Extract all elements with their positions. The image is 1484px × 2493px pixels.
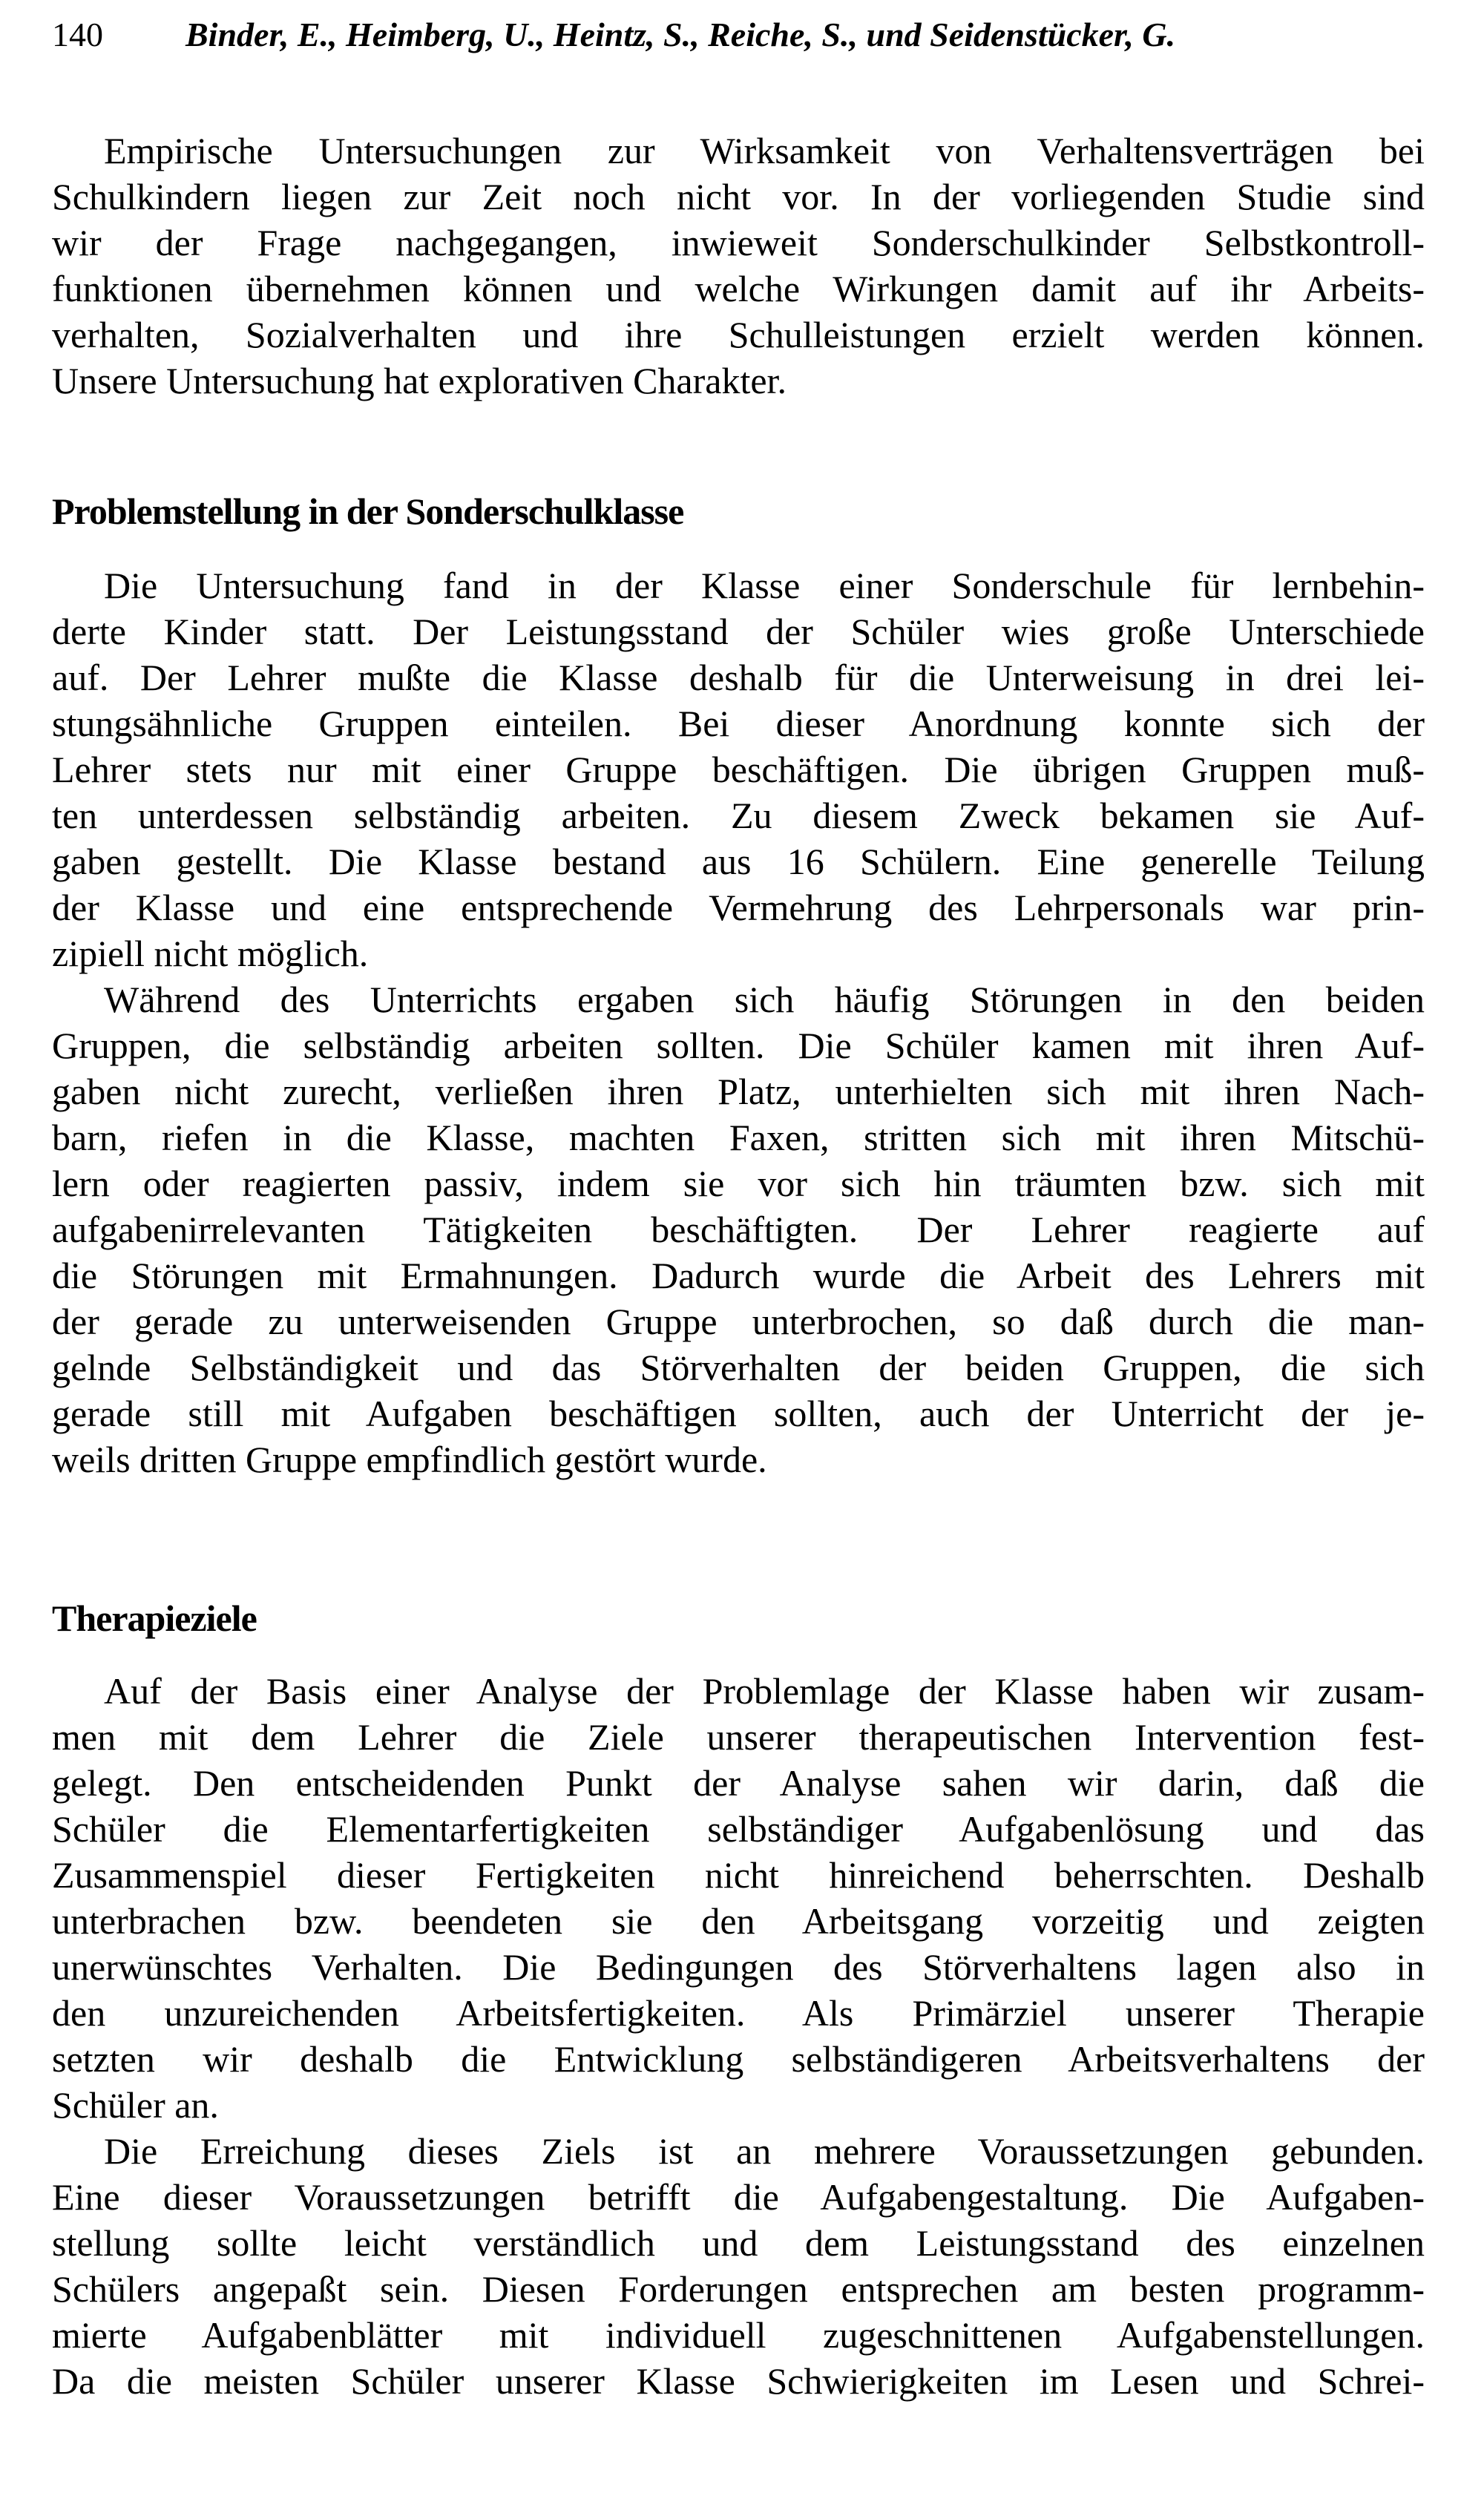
text-line: gerade still mit Aufgaben beschäftigen sollten, auch der Unterricht der je-	[52, 1393, 1425, 1434]
text-line: Schüler die Elementarfertigkeiten selbständiger Aufgabenlösung und das	[52, 1808, 1425, 1850]
text-line: aufgabenirrelevanten Tätigkeiten beschäftigten. Der Lehrer reagierte auf	[52, 1209, 1425, 1250]
text-line: gaben gestellt. Die Klasse bestand aus 16 Schülern. Eine generelle Teilung	[52, 841, 1425, 882]
text-line: die Störungen mit Ermahnungen. Dadurch wurde die Arbeit des Lehrers mit	[52, 1255, 1425, 1296]
text-line: barn, riefen in die Klasse, machten Faxen, stritten sich mit ihren Mitschü-	[52, 1117, 1425, 1158]
text-line: Zusammenspiel dieser Fertigkeiten nicht hinreichend beherrschten. Deshalb	[52, 1854, 1425, 1896]
text-line: Schülers angepaßt sein. Diesen Forderungen entsprechen am besten programm-	[52, 2268, 1425, 2310]
text-line: Schüler an.	[52, 2084, 219, 2126]
text-line: gelnde Selbständigkeit und das Störverhalten der beiden Gruppen, die sich	[52, 1347, 1425, 1388]
problem-paragraph-1	[52, 562, 1425, 976]
page-number: 140	[52, 16, 103, 53]
text-line: Gruppen, die selbständig arbeiten sollten. Die Schüler kamen mit ihren Auf-	[52, 1025, 1425, 1066]
text-line: Unsere Untersuchung hat explorativen Charakter.	[52, 360, 787, 401]
text-line: der Klasse und eine entsprechende Vermehrung des Lehrpersonals war prin-	[52, 887, 1425, 928]
text-line: mierte Aufgabenblätter mit individuell zugeschnittenen Aufgabenstellungen.	[52, 2314, 1425, 2356]
problem-paragraph-2	[52, 976, 1425, 1482]
text-line: gelegt. Den entscheidenden Punkt der Analyse sahen wir darin, daß die	[52, 1762, 1425, 1804]
text-line: lern oder reagierten passiv, indem sie vor sich hin träumten bzw. sich mit	[52, 1163, 1425, 1204]
text-line: stungsähnliche Gruppen einteilen. Bei dieser Anordnung konnte sich der	[52, 703, 1425, 744]
text-line: derte Kinder statt. Der Leistungsstand der Schüler wies große Unterschiede	[52, 611, 1425, 652]
text-line: Schulkindern liegen zur Zeit noch nicht vor. In der vorliegenden Studie sind	[52, 176, 1425, 217]
running-head	[52, 12, 1425, 58]
goals-paragraph-2	[52, 2128, 1425, 2404]
text-line: Während des Unterrichts ergaben sich häufig Störungen in den beiden	[104, 979, 1425, 1020]
text-line: Da die meisten Schüler unserer Klasse Schwierigkeiten im Lesen und Schrei-	[52, 2360, 1425, 2402]
text-line: ten unterdessen selbständig arbeiten. Zu diesem Zweck bekamen sie Auf-	[52, 795, 1425, 836]
running-head-authors: Binder, E., Heimberg, U., Heintz, S., Reiche, S., und Seidenstücker, G.	[186, 16, 1176, 53]
text-line: den unzureichenden Arbeitsfertigkeiten. Als Primärziel unserer Therapie	[52, 1992, 1425, 2034]
goals-paragraph-1	[52, 1668, 1425, 2128]
text-line: Empirische Untersuchungen zur Wirksamkeit von Verhaltensverträgen bei	[104, 130, 1425, 171]
section-heading-goals: Therapieziele	[52, 1597, 257, 1639]
text-line: unerwünschtes Verhalten. Die Bedingungen des Störverhaltens lagen also in	[52, 1946, 1425, 1988]
text-line: Auf der Basis einer Analyse der Problemlage der Klasse haben wir zusam-	[104, 1670, 1425, 1712]
text-line: der gerade zu unterweisenden Gruppe unterbrochen, so daß durch die man-	[52, 1301, 1425, 1342]
text-line: setzten wir deshalb die Entwicklung selbständigeren Arbeitsverhaltens der	[52, 2038, 1425, 2080]
text-line: weils dritten Gruppe empfindlich gestört wurde.	[52, 1439, 767, 1480]
text-line: verhalten, Sozialverhalten und ihre Schulleistungen erzielt werden können.	[52, 314, 1425, 355]
section-heading-problem: Problemstellung in der Sonderschulklasse	[52, 490, 684, 532]
text-line: zipiell nicht möglich.	[52, 933, 369, 974]
text-line: funktionen übernehmen können und welche Wirkungen damit auf ihr Arbeits-	[52, 268, 1425, 309]
text-line: gaben nicht zurecht, verließen ihren Platz, unterhielten sich mit ihren Nach-	[52, 1071, 1425, 1112]
text-line: Die Untersuchung fand in der Klasse einer Sonderschule für lernbehin-	[104, 565, 1425, 606]
text-line: Die Erreichung dieses Ziels ist an mehrere Voraussetzungen gebunden.	[104, 2130, 1425, 2172]
text-line: stellung sollte leicht verständlich und dem Leistungsstand des einzelnen	[52, 2222, 1425, 2264]
text-line: Eine dieser Voraussetzungen betrifft die Aufgabengestaltung. Die Aufgaben-	[52, 2176, 1425, 2218]
text-line: men mit dem Lehrer die Ziele unserer therapeutischen Intervention fest-	[52, 1716, 1425, 1758]
intro-paragraph	[52, 128, 1425, 404]
text-line: wir der Frage nachgegangen, inwieweit Sonderschulkinder Selbstkontroll-	[52, 222, 1425, 263]
text-line: auf. Der Lehrer mußte die Klasse deshalb für die Unterweisung in drei lei-	[52, 657, 1425, 698]
page-content	[52, 0, 1425, 2493]
text-line: unterbrachen bzw. beendeten sie den Arbeitsgang vorzeitig und zeigten	[52, 1900, 1425, 1942]
text-line: Lehrer stets nur mit einer Gruppe beschäftigen. Die übrigen Gruppen muß-	[52, 749, 1425, 790]
